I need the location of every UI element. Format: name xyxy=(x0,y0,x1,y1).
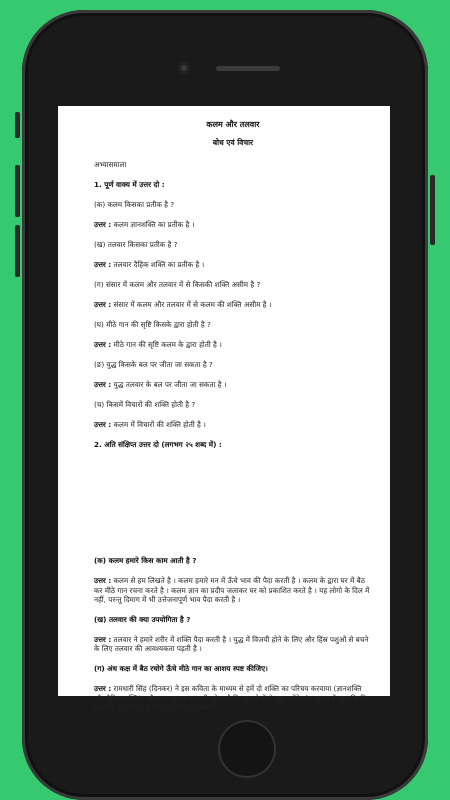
question-1b: (ख) तलवार किसका प्रतीक है ? xyxy=(94,240,178,249)
answer-text: तलवार ने हमारे शरीर में शक्ति पैदा करती है । युद्ध में विजयी होने के लिए और हिंस्र पशुओं से बचने के लिए तलवार की आवश्यकता पड़ती है । xyxy=(94,634,369,654)
answer-text: कलम से हम लिखते है । कलम हमारे मन में ऊँचे भाव की पैदा करती है । कलम के द्वारा घर में बैठ कर मीठे गान रचना करते है । कलम ज्ञान का प्रदीप जलाकर घर को प्रकाशित करते है । यह लोगो के दिल में नहीं, परन्तु दिमाग में भी उत्तेजनापूर्ण भाव पैदा करती है । xyxy=(94,576,370,605)
question-1-heading: 1. पूर्ण वाक्य में उत्तर दो : xyxy=(94,180,165,189)
answer-1b xyxy=(94,260,372,270)
question-1e: (ङ) युद्ध किसके बल पर जीता जा सकता है ? xyxy=(94,360,213,369)
blank-space xyxy=(94,460,372,546)
answer-1d xyxy=(94,340,372,350)
answer-1e xyxy=(94,380,372,390)
answer-text: युद्ध तलवार के बल पर जीता जा सकता है । xyxy=(113,380,227,389)
answer-text: संसार में कलम और तलवार में से कलम की शक्ति असीम है । xyxy=(113,300,272,309)
answer-1c xyxy=(94,300,372,310)
volume-up-button xyxy=(15,165,20,217)
document-content xyxy=(58,106,390,713)
answer-label: उत्तर : xyxy=(94,300,112,309)
answer-2c xyxy=(94,684,372,713)
answer-label: उत्तर : xyxy=(94,380,112,389)
answer-text: मीठे गान की सृष्टि कलम के द्वारा होती है । xyxy=(113,340,222,349)
volume-down-button xyxy=(15,225,20,277)
answer-label: उत्तर : xyxy=(94,576,112,585)
answer-label: उत्तर : xyxy=(94,220,112,229)
answer-text: तलवार दैहिक शक्ति का प्रतीक है । xyxy=(113,260,205,269)
answer-1f xyxy=(94,420,372,430)
front-camera-icon xyxy=(178,62,190,74)
answer-1a xyxy=(94,220,372,230)
question-2c: (ग) अंध कक्ष में बैठ रचोगे ऊँचे मीठे गान का आशय स्पष्ट कीजिए। xyxy=(94,663,268,673)
document-screen[interactable] xyxy=(58,106,390,713)
answer-label: उत्तर : xyxy=(94,683,112,693)
answer-text: कलम ज्ञानशक्ति का प्रतीक है । xyxy=(113,220,195,229)
home-button[interactable] xyxy=(218,720,276,778)
question-1d: (घ) मीठे गान की सृष्टि किसके द्वारा होती है ? xyxy=(94,320,211,329)
question-1c: (ग) संसार में कलम और तलवार में से किसकी शक्ति असीम है ? xyxy=(94,280,261,289)
answer-label: उत्तर : xyxy=(94,634,112,644)
question-2b: (ख) तलवार की क्या उपयोगिता है ? xyxy=(94,614,191,624)
question-1a: (क) कलम किसका प्रतीक है ? xyxy=(94,200,175,209)
answer-2b xyxy=(94,635,372,654)
answer-label: उत्तर : xyxy=(94,420,112,429)
document-subtitle: बोध एवं विचार xyxy=(212,138,254,147)
document-title: कलम और तलवार xyxy=(206,120,260,129)
earpiece-speaker xyxy=(216,66,280,71)
answer-text: रामधारी सिंह (दिनकर) ने इस कविता के माध्यम से हमें दो शक्ति का परिचय करवाया (ज्ञानशक्ति और दैहिक शक्ति)। और इस आशय का यही उद्देश्य है कि हम दो में से क्या चुनेंगे-अंध कमरा में ज्ञान कि दिप जलाएंगे या तलवार से दैहिक शक्ति का प्रचारण xyxy=(94,683,371,713)
answer-label: उत्तर : xyxy=(94,340,112,349)
question-2-heading: 2. अति संक्षिप्त उत्तर दो (लगभग २५ शब्द में) : xyxy=(94,440,222,449)
question-2a: (क) कलम हमारे किस काम आती है ? xyxy=(94,556,197,565)
question-1f: (च) किसमें विचारों की शक्ति होती है ? xyxy=(94,400,196,409)
power-button xyxy=(430,175,435,245)
answer-label: उत्तर : xyxy=(94,260,112,269)
section-label: अभ्यासमाला xyxy=(94,160,127,169)
answer-2a xyxy=(94,576,372,605)
answer-text: कलम में विचारों की शक्ति होती है । xyxy=(113,420,206,429)
mute-switch xyxy=(15,112,20,138)
